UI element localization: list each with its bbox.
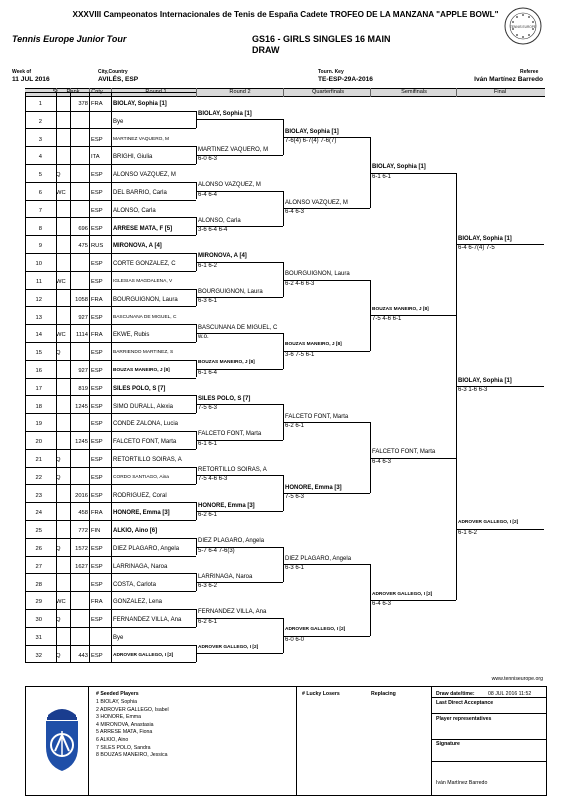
row-divider [25, 342, 111, 343]
match-score: 7-5 4-6 6-1 [372, 316, 402, 323]
player-name[interactable]: SIMO DURALL, Alexia [113, 403, 174, 410]
grid-divider [25, 92, 26, 662]
winner-name[interactable]: MARTINEZ VAQUERO, M [198, 146, 269, 153]
player-name[interactable]: BIOLAY, Sophia [1] [113, 101, 167, 107]
seeded-player: 7 SILES POLO, Sandra [96, 744, 151, 751]
entry-country: ESP [91, 279, 103, 285]
draw-position: 29 [35, 599, 42, 606]
entry-country: ESP [91, 474, 103, 481]
draw-position: 8 [38, 225, 42, 232]
entry-rank: 1245 [75, 403, 88, 410]
match-score: w.o. [198, 334, 209, 340]
logo-text: TENNIS EUROPE [509, 25, 537, 29]
draw-position: 10 [35, 261, 42, 268]
bracket-line [111, 431, 196, 432]
bracket-line [111, 502, 196, 503]
player-name[interactable]: BOURGUIGNON, Laura [113, 296, 178, 303]
city-label: City,Country [98, 69, 128, 75]
col-quarterfinals: Quarterfinals [311, 89, 345, 95]
bracket-line [111, 662, 196, 663]
tour-name: Tennis Europe Junior Tour [12, 34, 127, 44]
bracket-line [111, 538, 196, 539]
player-name[interactable]: LARRINAGA, Naroa [113, 563, 168, 570]
bracket-line [111, 556, 196, 557]
player-name[interactable]: BRIGHI, Giulia [113, 154, 153, 161]
player-name[interactable]: ARRESE MATA, F [5] [113, 225, 173, 232]
draw-position: 7 [38, 207, 42, 214]
entry-rank: 696 [78, 225, 88, 232]
entry-country: ESP [91, 652, 103, 659]
bracket-line [111, 271, 196, 272]
winner-name[interactable]: BOURGUIGNON, Laura [285, 271, 350, 278]
row-divider [25, 271, 111, 272]
bracket-line [111, 182, 196, 183]
match-score: 6-4 6-3 [372, 601, 392, 607]
player-name[interactable]: DIEZ PLAGARO, Angela [113, 546, 180, 552]
player-name[interactable]: Bye [113, 118, 124, 125]
player-name[interactable]: COSTA, Carlota [113, 581, 156, 588]
player-name[interactable]: FALCETO FONT, Marta [113, 439, 177, 446]
row-divider [25, 395, 111, 396]
entry-country: FRA [91, 332, 103, 339]
draw-position: 31 [35, 635, 42, 641]
draw-position: 13 [35, 314, 42, 321]
bracket-line [111, 200, 196, 201]
bracket-line [111, 111, 196, 112]
seeded-player: 6 ALKIO, Aino [96, 737, 129, 743]
seeded-player: 4 MIRONOVA, Anastasia [96, 721, 154, 728]
website-link[interactable]: www.tenniseurope.org [491, 676, 543, 682]
row-divider [25, 484, 111, 485]
match-score: 6-2 6-1 [198, 512, 218, 518]
grid-divider [56, 92, 57, 662]
player-name[interactable]: BARRIENDO MARTINEZ, S [113, 350, 174, 356]
match-score: 6-3 6-1 [285, 565, 305, 572]
row-divider [25, 289, 111, 290]
signature-name: Iván Martínez Barredo [436, 780, 488, 786]
entry-status: Q [56, 652, 61, 659]
match-score: 3-6 6-4 6-4 [198, 227, 228, 234]
entry-country: FRA [91, 296, 103, 303]
seeded-player: 8 BOUZAS MANEIRO, Jessica [96, 752, 168, 759]
winner-name[interactable]: BOUZAS MANEIRO, J [8] [198, 360, 255, 366]
winner-name[interactable]: ALONSO VAZQUEZ, M [285, 199, 348, 206]
bracket-line [111, 164, 196, 165]
winner-name[interactable]: BIOLAY, Sophia [1] [372, 164, 426, 171]
entry-rank: 458 [78, 510, 88, 517]
winner-name[interactable]: FALCETO FONT, Marta [372, 449, 436, 456]
col-final: Final [493, 89, 507, 95]
bracket-line [111, 449, 196, 450]
draw-position: 28 [35, 581, 42, 588]
winner-name[interactable]: ADROVER GALLEGO, I [2] [198, 644, 259, 650]
entry-rank: 927 [78, 368, 88, 374]
entry-rank: 1572 [75, 546, 88, 552]
entry-country: ESP [91, 385, 103, 392]
draw-date-value: 08 JUL 2016 11:52 [488, 691, 532, 697]
winner-name[interactable]: BIOLAY, Sophia [1] [458, 235, 512, 242]
match-score: 6-4 6-4 [198, 191, 218, 198]
match-score: 6-1 6-1 [198, 440, 218, 447]
bracket-line [196, 653, 283, 654]
entry-country: ESP [91, 403, 103, 410]
match-score: 3-6 7-5 6-1 [285, 351, 315, 358]
draw-position: 9 [38, 243, 42, 250]
player-name[interactable]: ALKIO, Aino [6] [113, 528, 158, 535]
draw-position: 25 [35, 528, 42, 535]
row-divider [25, 182, 111, 183]
draw-position: 2 [38, 118, 42, 125]
match-score: 7-6(4) 6-7(4) 7-6(7) [285, 138, 337, 145]
row-divider [25, 502, 111, 503]
winner-name[interactable]: BIOLAY, Sophia [1] [198, 110, 252, 117]
bracket-line [111, 645, 196, 646]
match-score: 6-4 6-3 [285, 209, 305, 216]
entry-status: Q [56, 617, 61, 624]
draw-position: 12 [35, 296, 42, 303]
bracket-line [111, 413, 196, 414]
entry-rank: 1058 [75, 296, 88, 303]
entry-status: WC [56, 332, 66, 339]
draw-position: 5 [38, 172, 42, 179]
tourn-key-label: Tourn. Key [318, 69, 344, 75]
draw-position: 26 [35, 546, 42, 552]
entry-country: ESP [91, 172, 103, 179]
entry-country: ESP [91, 617, 103, 624]
draw-position: 27 [35, 563, 42, 570]
bracket-line [111, 146, 196, 147]
draw-position: 21 [35, 457, 42, 463]
match-score: 7-5 6-3 [198, 405, 218, 412]
match-score: 6-2 4-6 6-3 [285, 280, 315, 287]
match-score: 6-1 6-4 [198, 369, 218, 376]
bracket-line [196, 333, 283, 334]
match-score: 7-5 6-3 [285, 494, 305, 501]
col-rank: Rank [66, 89, 80, 95]
seeded-player: 3 HONORE, Emma [96, 714, 141, 721]
row-divider [25, 378, 111, 379]
row-divider [25, 146, 111, 147]
row-divider [25, 413, 111, 414]
player-name[interactable]: GONZALEZ, Lena [113, 599, 163, 606]
bracket-line [111, 289, 196, 290]
tourn-key-value: TE-ESP-29A-2016 [318, 76, 373, 83]
draw-position: 17 [35, 385, 42, 392]
entry-country: ESP [91, 492, 103, 499]
match-score: 6-2 6-1 [285, 423, 305, 429]
bracket-line [111, 360, 196, 361]
player-name[interactable]: FERNANDEZ VILLA, Ana [113, 617, 182, 624]
winner-name[interactable]: RETORTILLO SOIRAS, A [198, 466, 267, 473]
seeded-player: 5 ARRESE MATA, Fiona [96, 729, 153, 736]
row-divider [25, 324, 111, 325]
entry-rank: 1114 [75, 332, 88, 339]
player-name[interactable]: CORTE GONZALEZ, C [113, 261, 176, 268]
player-name[interactable]: Bye [113, 635, 124, 641]
bracket-line [111, 235, 196, 236]
row-divider [25, 164, 111, 165]
champion-score: 6-3 1-6 6-3 [458, 387, 488, 394]
col-round1: Round 1 [145, 89, 167, 95]
row-divider [25, 467, 111, 468]
draw-position: 1 [38, 101, 42, 107]
draw-date-label: Draw date/time: [436, 691, 475, 697]
entry-status: Q [56, 457, 61, 463]
draw-position: 32 [35, 652, 42, 659]
player-name[interactable]: BASCUNANA DE MIGUEL, C [113, 314, 177, 320]
bracket-line [111, 573, 196, 574]
winner-name[interactable]: FALCETO FONT, Marta [198, 431, 262, 438]
entry-country: ESP [91, 563, 103, 570]
row-divider [25, 253, 111, 254]
draw-position: 22 [35, 474, 42, 481]
draw-position: 14 [35, 332, 42, 339]
entry-country: ESP [91, 261, 103, 268]
player-name[interactable]: CONDE ZALONA, Lucia [113, 421, 179, 428]
draw-position: 16 [35, 368, 42, 374]
federation-crest-icon [40, 701, 84, 775]
winner-name[interactable]: HONORE, Emma [3] [285, 484, 342, 491]
bracket-line [111, 217, 196, 218]
bracket-line [111, 395, 196, 396]
row-divider [25, 538, 111, 539]
entry-country: ESP [91, 190, 103, 196]
city-value: AVILÉS, ESP [98, 76, 139, 83]
match-score: 6-3 6-1 [198, 298, 218, 305]
entry-rank: 819 [78, 385, 88, 392]
grid-divider [70, 92, 71, 662]
match-score: 6-1 6-1 [372, 173, 392, 180]
entry-country: ESP [91, 225, 103, 232]
draw-position: 15 [35, 350, 42, 357]
champion-name[interactable]: BIOLAY, Sophia [1] [458, 377, 512, 384]
match-score: 7-5 4-6 6-3 [198, 476, 228, 483]
row-divider [25, 200, 111, 201]
entry-country: FIN [91, 528, 101, 535]
player-name[interactable]: RETORTILLO SOIRAS, A [113, 457, 182, 463]
col-semifinals: Semifinals [401, 89, 427, 95]
bracket-line [111, 378, 196, 379]
week-value: 11 JUL 2016 [12, 76, 50, 83]
player-name[interactable]: MIRONOVA, A [4] [113, 243, 162, 250]
bracket-line [111, 253, 196, 254]
row-divider [25, 217, 111, 218]
winner-name[interactable]: FALCETO FONT, Marta [285, 413, 349, 420]
row-divider [25, 627, 111, 628]
row-divider [25, 573, 111, 574]
winner-name[interactable]: BOURGUIGNON, Laura [198, 288, 263, 295]
entry-status: Q [56, 546, 61, 552]
entry-country: ESP [91, 546, 103, 552]
entry-status: WC [56, 599, 66, 606]
footer-panel [25, 686, 547, 796]
tennis-europe-logo [503, 6, 543, 46]
row-divider [25, 235, 111, 236]
bracket-line [111, 609, 196, 610]
entry-country: ESP [91, 421, 103, 428]
lucky-losers-header: # Lucky Losers [302, 691, 340, 697]
draw-position: 19 [35, 421, 42, 428]
draw-position: 11 [35, 279, 42, 285]
winner-name[interactable]: DIEZ PLAGARO, Angela [198, 538, 265, 545]
entry-rank: 475 [78, 243, 88, 250]
winner-name[interactable]: ALONSO VAZQUEZ, M [198, 182, 261, 189]
bracket-line [196, 119, 283, 120]
row-divider [25, 662, 111, 663]
row-divider [25, 360, 111, 361]
event-line-2: DRAW [252, 45, 280, 55]
match-score: 6-1 6-2 [198, 262, 218, 269]
entry-country: ESP [91, 207, 103, 214]
player-name[interactable]: DEL BARRIO, Carla [113, 190, 167, 196]
winner-name[interactable]: ADROVER GALLEGO, I [2] [285, 627, 346, 633]
last-direct-acceptance-label: Last Direct Acceptance [436, 700, 494, 706]
player-name[interactable]: ADROVER GALLEGO, I [2] [113, 652, 174, 658]
replacing-header: Replacing [371, 691, 396, 697]
bracket-line [111, 467, 196, 468]
player-reps-label: Player representatives [436, 716, 492, 722]
draw-position: 30 [35, 617, 42, 624]
winner-name[interactable]: LARRINAGA, Naroa [198, 573, 253, 580]
entry-country: FRA [91, 101, 103, 107]
seeded-player: 1 BIOLAY, Sophia [96, 699, 138, 705]
entry-rank: 2016 [75, 492, 88, 499]
winner-name[interactable]: SILES POLO, S [7] [198, 395, 251, 402]
draw-position: 3 [38, 136, 42, 143]
grid-divider [111, 92, 112, 662]
bracket-line [111, 128, 196, 129]
winner-name[interactable]: FERNANDEZ VILLA, Ana [198, 609, 267, 616]
referee-label: Referee [520, 69, 539, 75]
bracket-line [111, 627, 196, 628]
entry-status: WC [56, 279, 66, 285]
entry-country: ESP [91, 457, 103, 463]
entry-country: ESP [91, 439, 103, 446]
event-name [252, 34, 391, 56]
draw-position: 4 [38, 154, 42, 161]
match-score: 5-7 6-4 7-6(3) [198, 547, 235, 554]
entry-rank: 443 [78, 652, 88, 659]
match-score: 6-4 6-7(4) 7-5 [458, 245, 495, 251]
draw-position: 18 [35, 403, 42, 410]
match-score: 6-0 6-3 [198, 156, 218, 162]
winner-name[interactable]: DIEZ PLAGARO, Angela [285, 555, 352, 562]
winner-name[interactable]: ADROVER GALLEGO, I [2] [458, 520, 519, 526]
tournament-title: XXXVIII Campeonatos Internacionales de Tenis de España Cadete TROFEO DE LA MANZANA "APPLE BOWL" [72, 10, 499, 19]
entry-status: Q [56, 474, 61, 481]
winner-name[interactable]: BIOLAY, Sophia [1] [285, 128, 339, 135]
seeded-player: 2 ADROVER GALLEGO, Isabel [96, 706, 169, 713]
player-name[interactable]: RODRIGUEZ, Coral [113, 492, 167, 499]
bracket-line [111, 484, 196, 485]
entry-rank: 1245 [75, 439, 88, 446]
row-divider [25, 645, 111, 646]
entry-rank: 772 [78, 528, 88, 535]
seeded-header: # Seeded Players [96, 691, 139, 697]
player-name[interactable]: IGLESIAS MAGDALENA, V [113, 279, 173, 284]
entry-country: ESP [91, 581, 103, 588]
bracket-line [111, 520, 196, 521]
winner-name[interactable]: HONORE, Emma [3] [198, 502, 255, 509]
entry-country: RUS [91, 243, 104, 250]
player-name[interactable]: MARTINEZ VAQUERO, M [113, 136, 170, 142]
entry-country: ESP [91, 350, 103, 357]
player-name[interactable]: EKWE, Rubis [113, 332, 150, 339]
row-divider [25, 431, 111, 432]
match-score: 6-3 6-2 [198, 583, 218, 590]
bracket-line [111, 306, 196, 307]
winner-name[interactable]: BOUZAS MANEIRO, J [8] [285, 342, 342, 348]
signature-label: Signature [436, 741, 460, 747]
entry-rank: 927 [78, 314, 88, 321]
match-score: 6-2 6-1 [198, 618, 218, 625]
match-score: 6-1 6-2 [458, 529, 478, 536]
player-name[interactable]: CORDO SANTIAGO, Aina [113, 474, 169, 480]
draw-position: 24 [35, 510, 42, 517]
col-st: St. [52, 89, 60, 95]
entry-country: ESP [91, 368, 103, 374]
row-divider [25, 449, 111, 450]
entry-rank: 1627 [75, 563, 88, 570]
col-round2: Round 2 [229, 89, 251, 95]
row-divider [25, 128, 111, 129]
bracket-line [111, 342, 196, 343]
event-line-1: GS16 - GIRLS SINGLES 16 MAIN [252, 34, 391, 44]
player-name[interactable]: HONORE, Emma [3] [113, 510, 170, 517]
row-divider [25, 556, 111, 557]
grid-divider [89, 92, 90, 662]
player-name[interactable]: BOUZAS MANEIRO, J [8] [113, 368, 170, 373]
col-cnty: Cnty [91, 89, 103, 95]
draw-position: 23 [35, 492, 42, 499]
entry-country: ESP [91, 314, 103, 321]
row-divider [25, 609, 111, 610]
player-name[interactable]: SILES POLO, S [7] [113, 385, 166, 392]
bracket-top-line [25, 92, 196, 93]
winner-name[interactable]: ADROVER GALLEGO, I [2] [372, 591, 433, 597]
entry-country: FRA [91, 510, 103, 517]
winner-name[interactable]: MIRONOVA, A [4] [198, 253, 247, 260]
player-name[interactable]: ALONSO VAZQUEZ, M [113, 172, 176, 179]
entry-country: ITA [91, 154, 100, 161]
bracket-line [111, 324, 196, 325]
match-score: 6-4 6-3 [372, 458, 392, 465]
entry-status: Q [56, 350, 61, 357]
match-score: 6-0 6-0 [285, 636, 305, 643]
winner-name[interactable]: ALONSO, Carla [198, 217, 241, 224]
entry-status: WC [56, 190, 66, 196]
winner-name[interactable]: BASCUNANA DE MIGUEL, C [198, 324, 278, 331]
entry-rank: 378 [78, 101, 88, 107]
row-divider [25, 520, 111, 521]
row-divider [25, 111, 111, 112]
draw-position: 20 [35, 439, 42, 446]
row-divider [25, 591, 111, 592]
draw-position: 6 [38, 190, 42, 196]
referee-value: Iván Martínez Barredo [474, 76, 543, 83]
entry-country: ESP [91, 136, 103, 143]
winner-name[interactable]: BOUZAS MANEIRO, J [8] [372, 306, 429, 312]
bracket-line [111, 591, 196, 592]
player-name[interactable]: ALONSO, Carla [113, 207, 156, 214]
row-divider [25, 306, 111, 307]
week-label: Week of [12, 69, 32, 75]
entry-country: FRA [91, 599, 103, 606]
entry-status: Q [56, 172, 61, 179]
